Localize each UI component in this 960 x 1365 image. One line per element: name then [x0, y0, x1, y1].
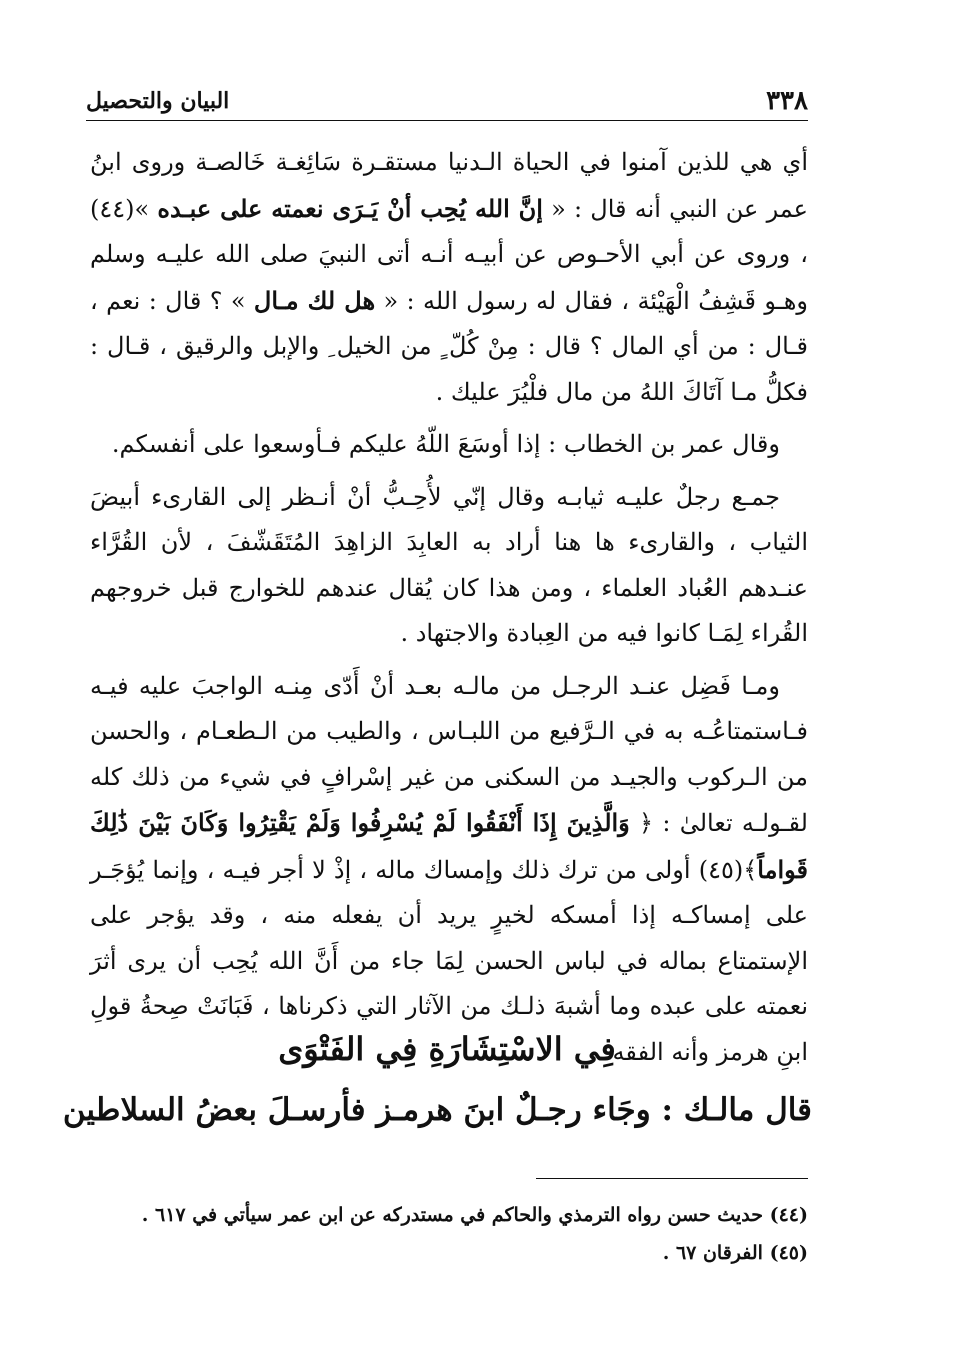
section-heading: فِي الاسْتِشَارَةِ فِي الفَتْوَى [278, 1030, 616, 1068]
main-text [90, 140, 808, 1082]
section-first-line: قال مالـك : وجَاء رجـلٌ ابنَ هرمـز فأرسـلَ بعضُ السلاطين [62, 1092, 812, 1128]
running-title: البيان والتحصيل [86, 88, 230, 114]
page-number: ٣٣٨ [766, 86, 808, 116]
footnotes [140, 1196, 808, 1272]
paragraph-3: جمـع رجلٌ عليـه ثيابـه وقال إنّي لأُحِـبُّ أنْ أنـظر إلى القارىء أبيضَ الثياب ، والقارىء ها هنا أراد به العابِدَ الزاهِدَ المُتَقَشّفَ ، لأن القُرَّاء عنـدهم العُباد العلماء ، ومن هذا كان يُقال عندهم للخوارج قبل خروجهم القُراء لِمَـا كانوا فيه من العِبادة والاجتهاد . [90, 482, 808, 647]
paragraph-2: وقال عمر بن الخطاب : إذا أوسَعَ اللّهُ عليكم فـأوسعوا على أنفسكم. [111, 430, 780, 458]
paragraph-1-text-a: أي هي للذين آمنوا في الحياة الـدنيا مستقـرة سَائِغـة خَالصـة وروى ابنُ عمر عن النبي أنه قال : « [90, 148, 809, 223]
page-header [86, 80, 808, 121]
hadith-quote-2: هل لك مـال [253, 285, 376, 315]
paragraph-1-text-c: » ؟ قال : نعم ، قـال : من أي المال ؟ قال : مِنْ كُلّ ٍ من الخيل ِ والإبل والرقيق ، قـال : فكلُّ مـا آتَاكَ اللهُ من مال فلْيُرَ عليك . [90, 286, 808, 406]
paragraph-4 [90, 664, 808, 1076]
paragraph-1 [90, 140, 808, 415]
footnote-44: (٤٤) حديث حسن رواه الترمذي والحاكم في مستدركه عن ابن عمر سيأتي في ٦١٧ . [141, 1204, 808, 1226]
paragraph-4-text-b: ﴾(٤٥) أولى من ترك ذلك وإمساك ماله ، إذْ لا أجر فيـه ، وإنما يُؤجَـر على إمساكـه إذا أمسكه لخيرٍ يريد أن يفعله منه ، وقد يؤجر على الإستمتاع بماله في لباس الحسن لِمَا جاء من أَنَّ الله يُحِب أن يرى أثرَ نعمته على عبده وما أشبهَ ذلـك من الآثار التي ذكرناها ، فَبَانَتْ صِحةُ قولِ ابنِ هرمز وأنه الفقه . [90, 855, 808, 1066]
paragraph-4-text-a: ومـا فَضِل عنـد الرجـل من مالـه بعـد أنْ أَدّى مِنـه الواجبَ عليه فيـه فـاستمتاعُـه به في الـرَّفيع من اللبـاس ، والطيب من الـطعـام ، والحسن من الـركوب والجيـد من السكنى من غير إسْرافٍ في شيء من ذلك كله لقـولـه تعالىٰ : ﴿ [90, 671, 808, 837]
footnote-45: (٤٥) الفرقان ٦٧ . [662, 1242, 808, 1264]
paragraph-1-text-b: »(٤٤) ، وروى عن أبي الأحـوص عن أبيـه أنـه أتى النبيَ صلى الله عليـه وسلم وهـو قَشِفُ الْهَيْئة ، فقال له رسول الله : « [90, 194, 808, 315]
hadith-quote-1: إنَّ الله يُحِب أنْ يَـرَى نعمته على عبـده [157, 193, 543, 223]
footnote-divider [536, 1178, 808, 1179]
quran-verse: وَالَّذِينَ إِذَا أَنْفَقُوا لَمْ يُسْرِفُوا وَلَمْ يَقْتِرُوا وَكَانَ بَيْنَ ذَٰلِكَ قَواماً [90, 808, 808, 884]
